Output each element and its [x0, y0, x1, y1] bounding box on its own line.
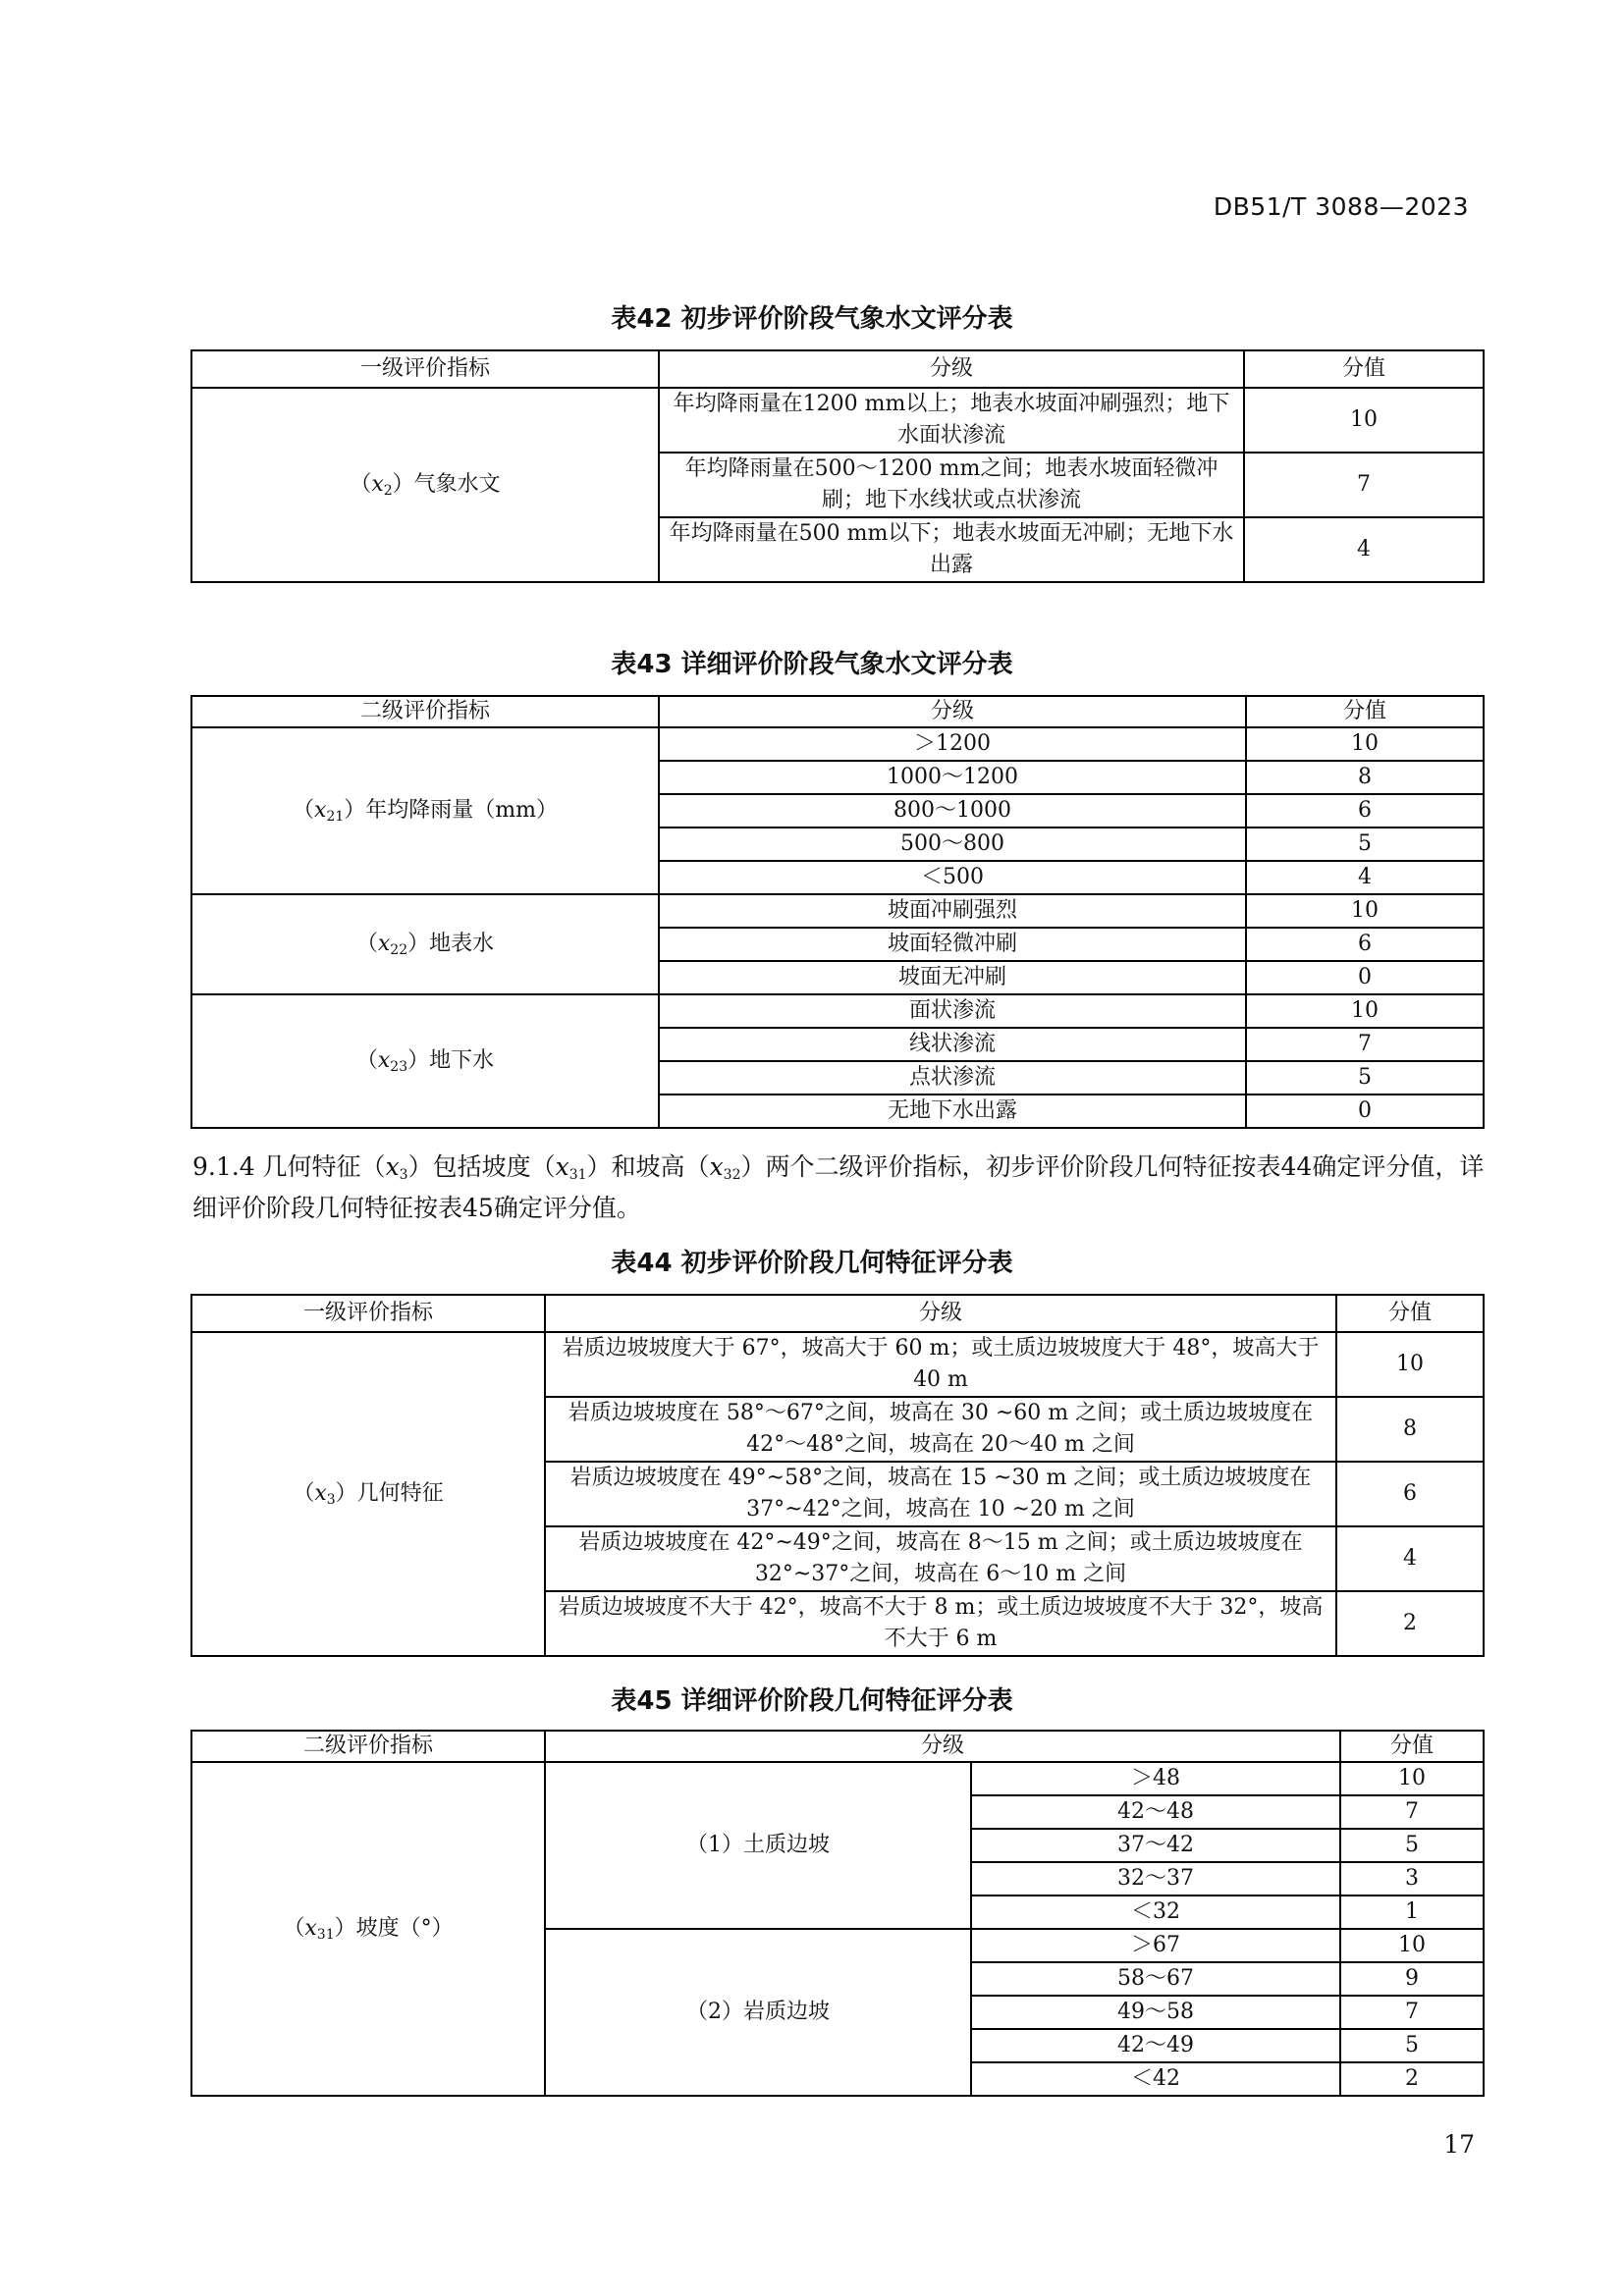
grade-cell: ＞48	[971, 1762, 1340, 1795]
variable-subscript: 2	[383, 483, 393, 499]
score-cell: 1	[1340, 1896, 1484, 1929]
variable: x	[304, 1916, 317, 1941]
paragraph-text: ）两个二级评价指标，初步评价阶段几何特征按表44确定评分值，详细评价阶段几何特征按表45确定评分值。	[192, 1152, 1485, 1222]
indicator-label: ）地下水	[407, 1048, 495, 1073]
grade-cell: ＞67	[971, 1929, 1340, 1962]
table42	[190, 349, 1485, 583]
score-cell: 7	[1340, 1996, 1484, 2029]
variable: x	[385, 1152, 400, 1181]
grade-cell: 1000～1200	[659, 761, 1246, 794]
grade-cell: 坡面轻微冲刷	[659, 928, 1246, 961]
indicator-label: ）年均降雨量（mm）	[344, 798, 558, 823]
variable-subscript: 23	[390, 1059, 408, 1075]
grade-cell: 岩质边坡坡度不大于 42°，坡高不大于 8 m；或土质边坡坡度不大于 32°，坡高不大于 6 m	[545, 1591, 1336, 1656]
score-cell: 7	[1246, 1028, 1484, 1061]
variable-subscript: 31	[316, 1927, 335, 1943]
grade-cell: 岩质边坡坡度大于 67°，坡高大于 60 m；或土质边坡坡度大于 48°，坡高大于 40 m	[545, 1332, 1336, 1397]
variable-subscript: 3	[326, 1492, 336, 1508]
variable-subscript: 21	[326, 809, 345, 825]
variable: x	[555, 1152, 569, 1181]
score-cell: 4	[1244, 517, 1484, 582]
table44-caption: 表44 初步评价阶段几何特征评分表	[611, 1249, 1013, 1278]
column-header: 分级	[659, 696, 1246, 727]
indicator-label: ）地表水	[407, 932, 495, 956]
grade-cell: 岩质边坡坡度在 58°～67°之间，坡高在 30 ~60 m 之间；或土质边坡坡度在 42°～48°之间，坡高在 20～40 m 之间	[545, 1397, 1336, 1462]
grade-cell: 点状渗流	[659, 1061, 1246, 1095]
score-cell: 5	[1340, 1829, 1484, 1862]
variable-subscript: 22	[390, 942, 408, 958]
grade-cell: ＞1200	[659, 727, 1246, 761]
grade-cell: 岩质边坡坡度在 42°~49°之间，坡高在 8～15 m 之间；或土质边坡坡度在 32°~37°之间，坡高在 6～10 m 之间	[545, 1526, 1336, 1591]
column-header: 分级	[545, 1731, 1340, 1762]
variable-subscript: 3	[399, 1167, 408, 1183]
score-cell: 8	[1336, 1397, 1484, 1462]
grade-cell: 无地下水出露	[659, 1095, 1246, 1128]
score-cell: 6	[1246, 928, 1484, 961]
score-cell: 4	[1336, 1526, 1484, 1591]
variable: x	[377, 932, 391, 956]
section-paragraph	[192, 1147, 1489, 1229]
table-header-row	[191, 696, 1484, 727]
table-row	[191, 1762, 1484, 1795]
page-number: 17	[1443, 2130, 1475, 2159]
score-cell: 7	[1340, 1795, 1484, 1829]
table42-caption: 表42 初步评价阶段气象水文评分表	[611, 304, 1013, 334]
variable: x	[314, 1481, 327, 1506]
grade-cell: ＜42	[971, 2062, 1340, 2096]
paragraph-text: ）和坡高（	[586, 1152, 710, 1181]
indicator-cell: $(x_2)$气象水文	[191, 388, 659, 582]
indicator-label: ）几何特征	[335, 1481, 444, 1506]
paragraph-text: 9.1.4 几何特征（	[192, 1152, 386, 1181]
score-cell: 10	[1246, 894, 1484, 928]
table43	[190, 695, 1485, 1129]
slope-type-cell: （2）岩质边坡	[545, 1929, 971, 2096]
grade-cell: 58～67	[971, 1962, 1340, 1996]
grade-cell: ＜500	[659, 861, 1246, 894]
variable: x	[371, 472, 384, 497]
score-cell: 3	[1340, 1862, 1484, 1896]
table-row	[191, 1332, 1484, 1397]
grade-cell: 42～48	[971, 1795, 1340, 1829]
indicator-cell: $(x_{22})$地表水	[191, 894, 659, 994]
score-cell: 0	[1246, 961, 1484, 994]
indicator-cell: $(x_3)$几何特征	[191, 1332, 545, 1656]
table45-caption: 表45 详细评价阶段几何特征评分表	[611, 1686, 1013, 1716]
table-header-row	[191, 350, 1484, 388]
score-cell: 4	[1246, 861, 1484, 894]
score-cell: 5	[1340, 2029, 1484, 2062]
grade-cell: 坡面无冲刷	[659, 961, 1246, 994]
grade-cell: 岩质边坡坡度在 49°~58°之间，坡高在 15 ~30 m 之间；或土质边坡坡度在 37°~42°之间，坡高在 10 ~20 m 之间	[545, 1462, 1336, 1526]
grade-cell: 线状渗流	[659, 1028, 1246, 1061]
variable-subscript: 31	[568, 1167, 587, 1183]
indicator-cell: $(x_{21})$年均降雨量（mm）	[191, 727, 659, 894]
grade-cell: 32～37	[971, 1862, 1340, 1896]
variable: x	[709, 1152, 724, 1181]
score-cell: 2	[1340, 2062, 1484, 2096]
variable: x	[377, 1048, 391, 1073]
grade-cell: 49～58	[971, 1996, 1340, 2029]
table-row	[191, 994, 1484, 1028]
table-row	[191, 894, 1484, 928]
variable-subscript: 32	[723, 1167, 741, 1183]
score-cell: 6	[1336, 1462, 1484, 1526]
table-header-row	[191, 1295, 1484, 1332]
indicator-label: ）气象水文	[392, 472, 501, 497]
score-cell: 10	[1336, 1332, 1484, 1397]
indicator-cell: $(x_{31})$坡度（°）	[191, 1762, 545, 2096]
column-header: 二级评价指标	[191, 696, 659, 727]
column-header: 一级评价指标	[191, 1295, 545, 1332]
score-cell: 2	[1336, 1591, 1484, 1656]
document-code: DB51/T 3088—2023	[1213, 192, 1469, 221]
score-cell: 10	[1340, 1762, 1484, 1795]
table44	[190, 1294, 1485, 1657]
score-cell: 8	[1246, 761, 1484, 794]
grade-cell: 年均降雨量在500 mm以下；地表水坡面无冲刷；无地下水出露	[659, 517, 1244, 582]
grade-cell: 800～1000	[659, 794, 1246, 828]
score-cell: 6	[1246, 794, 1484, 828]
slope-type-cell: （1）土质边坡	[545, 1762, 971, 1929]
grade-cell: 500～800	[659, 828, 1246, 861]
column-header: 二级评价指标	[191, 1731, 545, 1762]
score-cell: 10	[1340, 1929, 1484, 1962]
score-cell: 5	[1246, 1061, 1484, 1095]
table43-caption: 表43 详细评价阶段气象水文评分表	[611, 650, 1013, 679]
column-header: 分值	[1340, 1731, 1484, 1762]
column-header: 分值	[1246, 696, 1484, 727]
score-cell: 10	[1246, 727, 1484, 761]
score-cell: 7	[1244, 453, 1484, 517]
table-row	[191, 727, 1484, 761]
column-header: 分值	[1244, 350, 1484, 388]
grade-cell: 坡面冲刷强烈	[659, 894, 1246, 928]
table45	[190, 1730, 1485, 2097]
table-row	[191, 388, 1484, 453]
grade-cell: 面状渗流	[659, 994, 1246, 1028]
table-header-row	[191, 1731, 1484, 1762]
grade-cell: 年均降雨量在500～1200 mm之间；地表水坡面轻微冲刷；地下水线状或点状渗流	[659, 453, 1244, 517]
column-header: 分值	[1336, 1295, 1484, 1332]
grade-cell: ＜32	[971, 1896, 1340, 1929]
indicator-label: ）坡度（°）	[334, 1916, 454, 1941]
variable: x	[314, 798, 327, 823]
score-cell: 0	[1246, 1095, 1484, 1128]
column-header: 一级评价指标	[191, 350, 659, 388]
grade-cell: 37～42	[971, 1829, 1340, 1862]
score-cell: 10	[1244, 388, 1484, 453]
score-cell: 5	[1246, 828, 1484, 861]
grade-cell: 年均降雨量在1200 mm以上；地表水坡面冲刷强烈；地下水面状渗流	[659, 388, 1244, 453]
indicator-cell: $(x_{23})$地下水	[191, 994, 659, 1128]
column-header: 分级	[659, 350, 1244, 388]
score-cell: 10	[1246, 994, 1484, 1028]
score-cell: 9	[1340, 1962, 1484, 1996]
column-header: 分级	[545, 1295, 1336, 1332]
paragraph-text: ）包括坡度（	[407, 1152, 556, 1181]
grade-cell: 42～49	[971, 2029, 1340, 2062]
